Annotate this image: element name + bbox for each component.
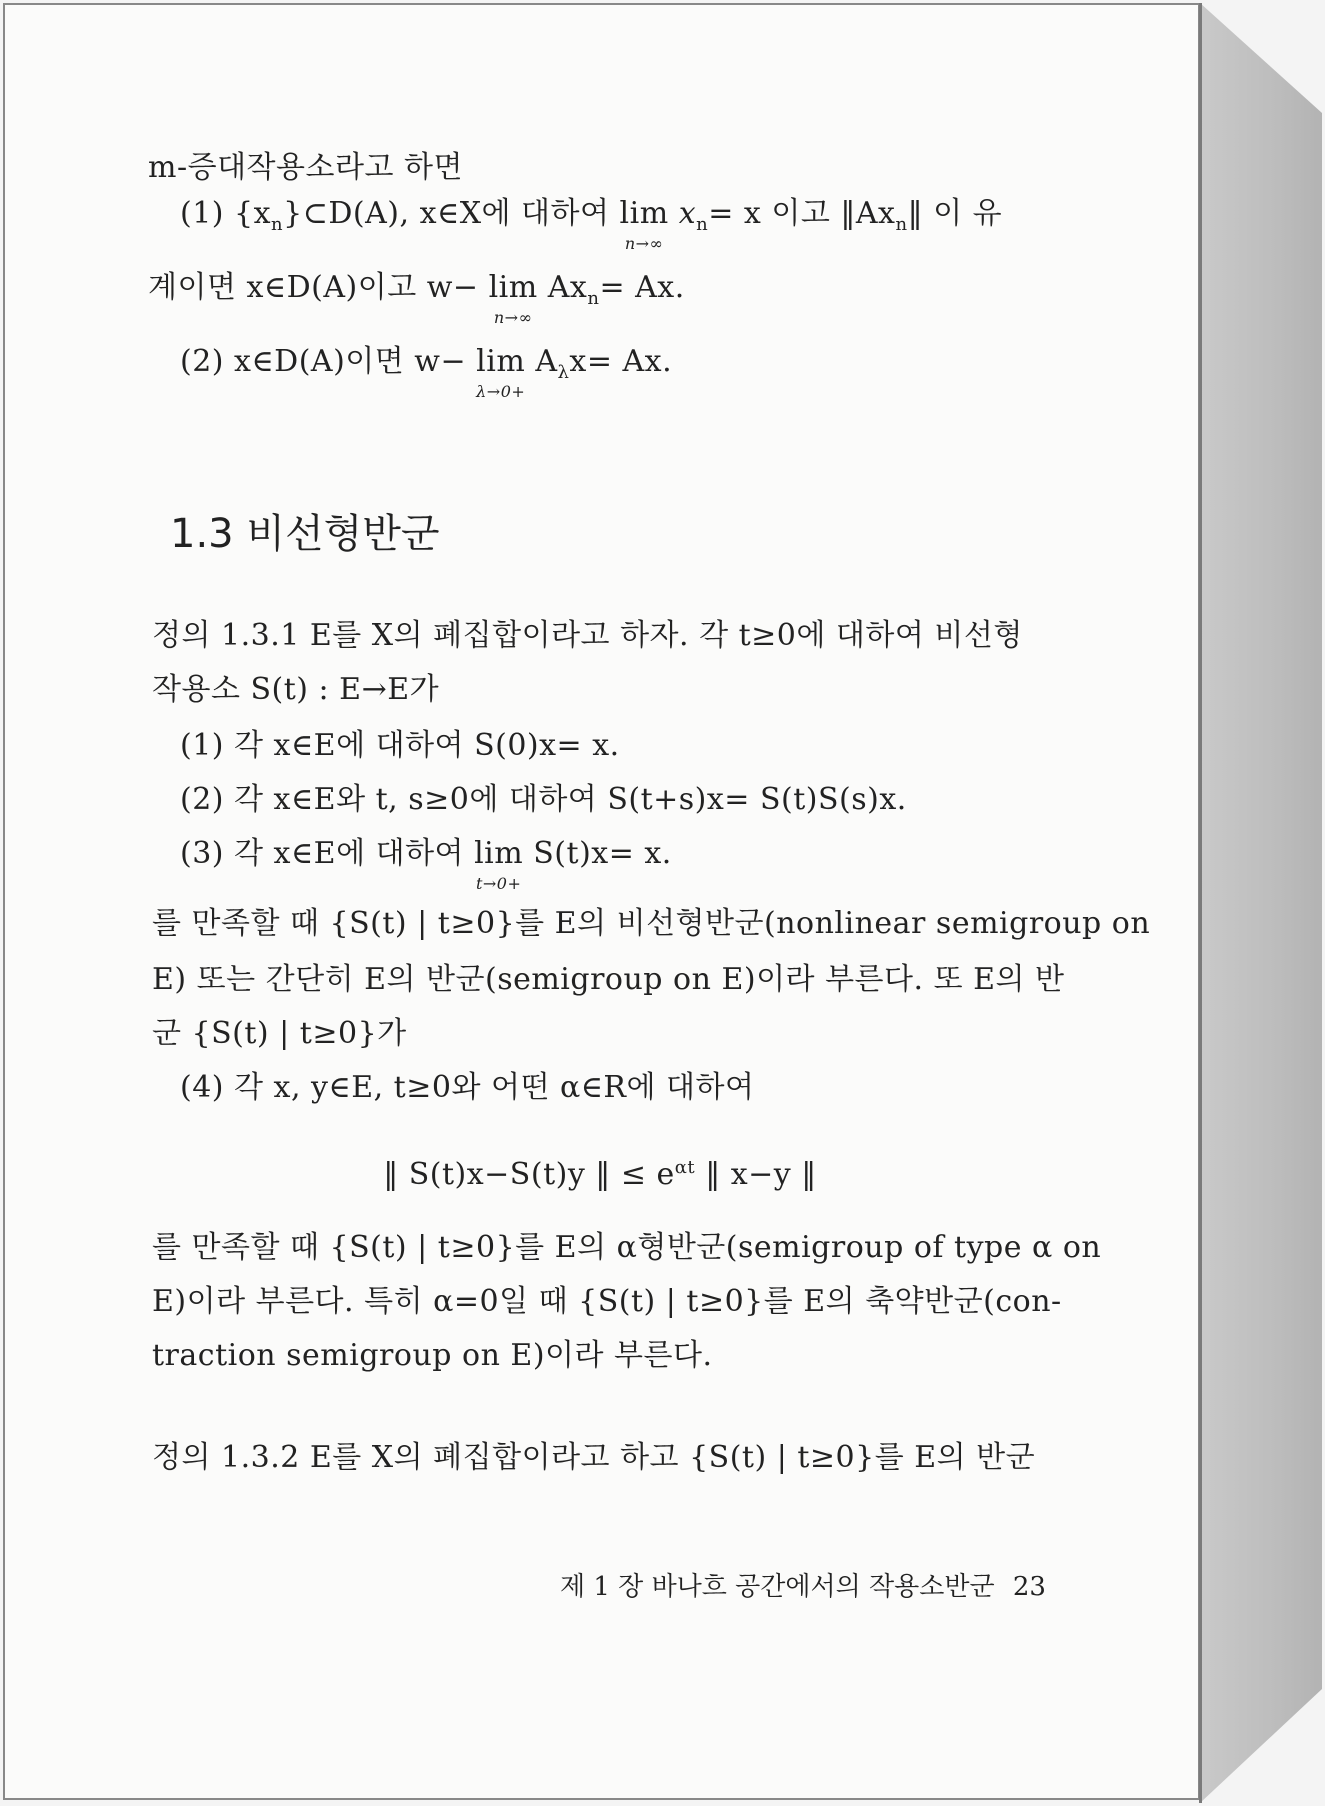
text-line-2: (1) $\{x_n\}\subset D(A)$, x∈X에 대하여 lim n→∞ $x_n= x$ 이고 $‖Ax_n‖$ 이 유	[180, 196, 1003, 253]
text-line-3: 계이면 x∈D(A)이고 w− lim n→∞ $Ax_n= Ax$.	[148, 270, 685, 327]
definition-2-line-1: 정의 1.3.2 E를 X의 폐집합이라고 하고 {S(t) | t≥0}를 E의 반군	[152, 1440, 1036, 1475]
definition-1-line-1: 정의 1.3.1 E를 X의 폐집합이라고 하자. 각 t≥0에 대하여 비선형	[152, 618, 1023, 653]
definition-1-line-2: 작용소 S(t) : E→E가	[152, 672, 440, 707]
running-footer	[560, 1572, 1046, 1602]
paragraph-1-line-2: E) 또는 간단히 E의 반군(semigroup on E)이라 부른다. 또 E의 반	[152, 962, 1065, 997]
section-heading: 1.3 비선형반군	[170, 511, 440, 557]
inequality-equation: ‖ S(t)x−S(t)y ‖ ≤ $e^{\alpha t}$ ‖ x−y ‖	[383, 1157, 817, 1192]
page-number: 23	[1012, 1572, 1046, 1602]
condition-1: (1) 각 x∈E에 대하여 S(0)x= x.	[180, 728, 620, 763]
book-edge	[1199, 3, 1202, 1803]
text-line-1: m-증대작용소라고 하면	[148, 150, 463, 185]
chapter-title: 제 1 장 바나흐 공간에서의 작용소반군	[560, 1572, 995, 1602]
book-spine	[1200, 3, 1322, 1803]
paragraph-2-line-3: traction semigroup on E)이라 부른다.	[152, 1338, 713, 1373]
condition-3: (3) 각 x∈E에 대하여 lim t→0+ S(t)x= x.	[180, 836, 672, 893]
condition-4: (4) 각 x, y∈E, t≥0와 어떤 α∈R에 대하여	[180, 1070, 755, 1105]
paragraph-2-line-2: E)이라 부른다. 특히 α=0일 때 {S(t) | t≥0}를 E의 축약반군(con-	[152, 1284, 1062, 1319]
paragraph-1-line-1: 를 만족할 때 {S(t) | t≥0}를 E의 비선형반군(nonlinear semigroup on	[152, 906, 1151, 941]
paragraph-1-line-3: 군 {S(t) | t≥0}가	[152, 1016, 407, 1051]
text-line-4: (2) x∈D(A)이면 w− lim λ→0+ $A_\lambda x= Ax$.	[180, 344, 673, 401]
condition-2: (2) 각 x∈E와 t, s≥0에 대하여 S(t+s)x= S(t)S(s)x.	[180, 782, 907, 817]
paragraph-2-line-1: 를 만족할 때 {S(t) | t≥0}를 E의 α형반군(semigroup of type α on	[152, 1230, 1102, 1265]
